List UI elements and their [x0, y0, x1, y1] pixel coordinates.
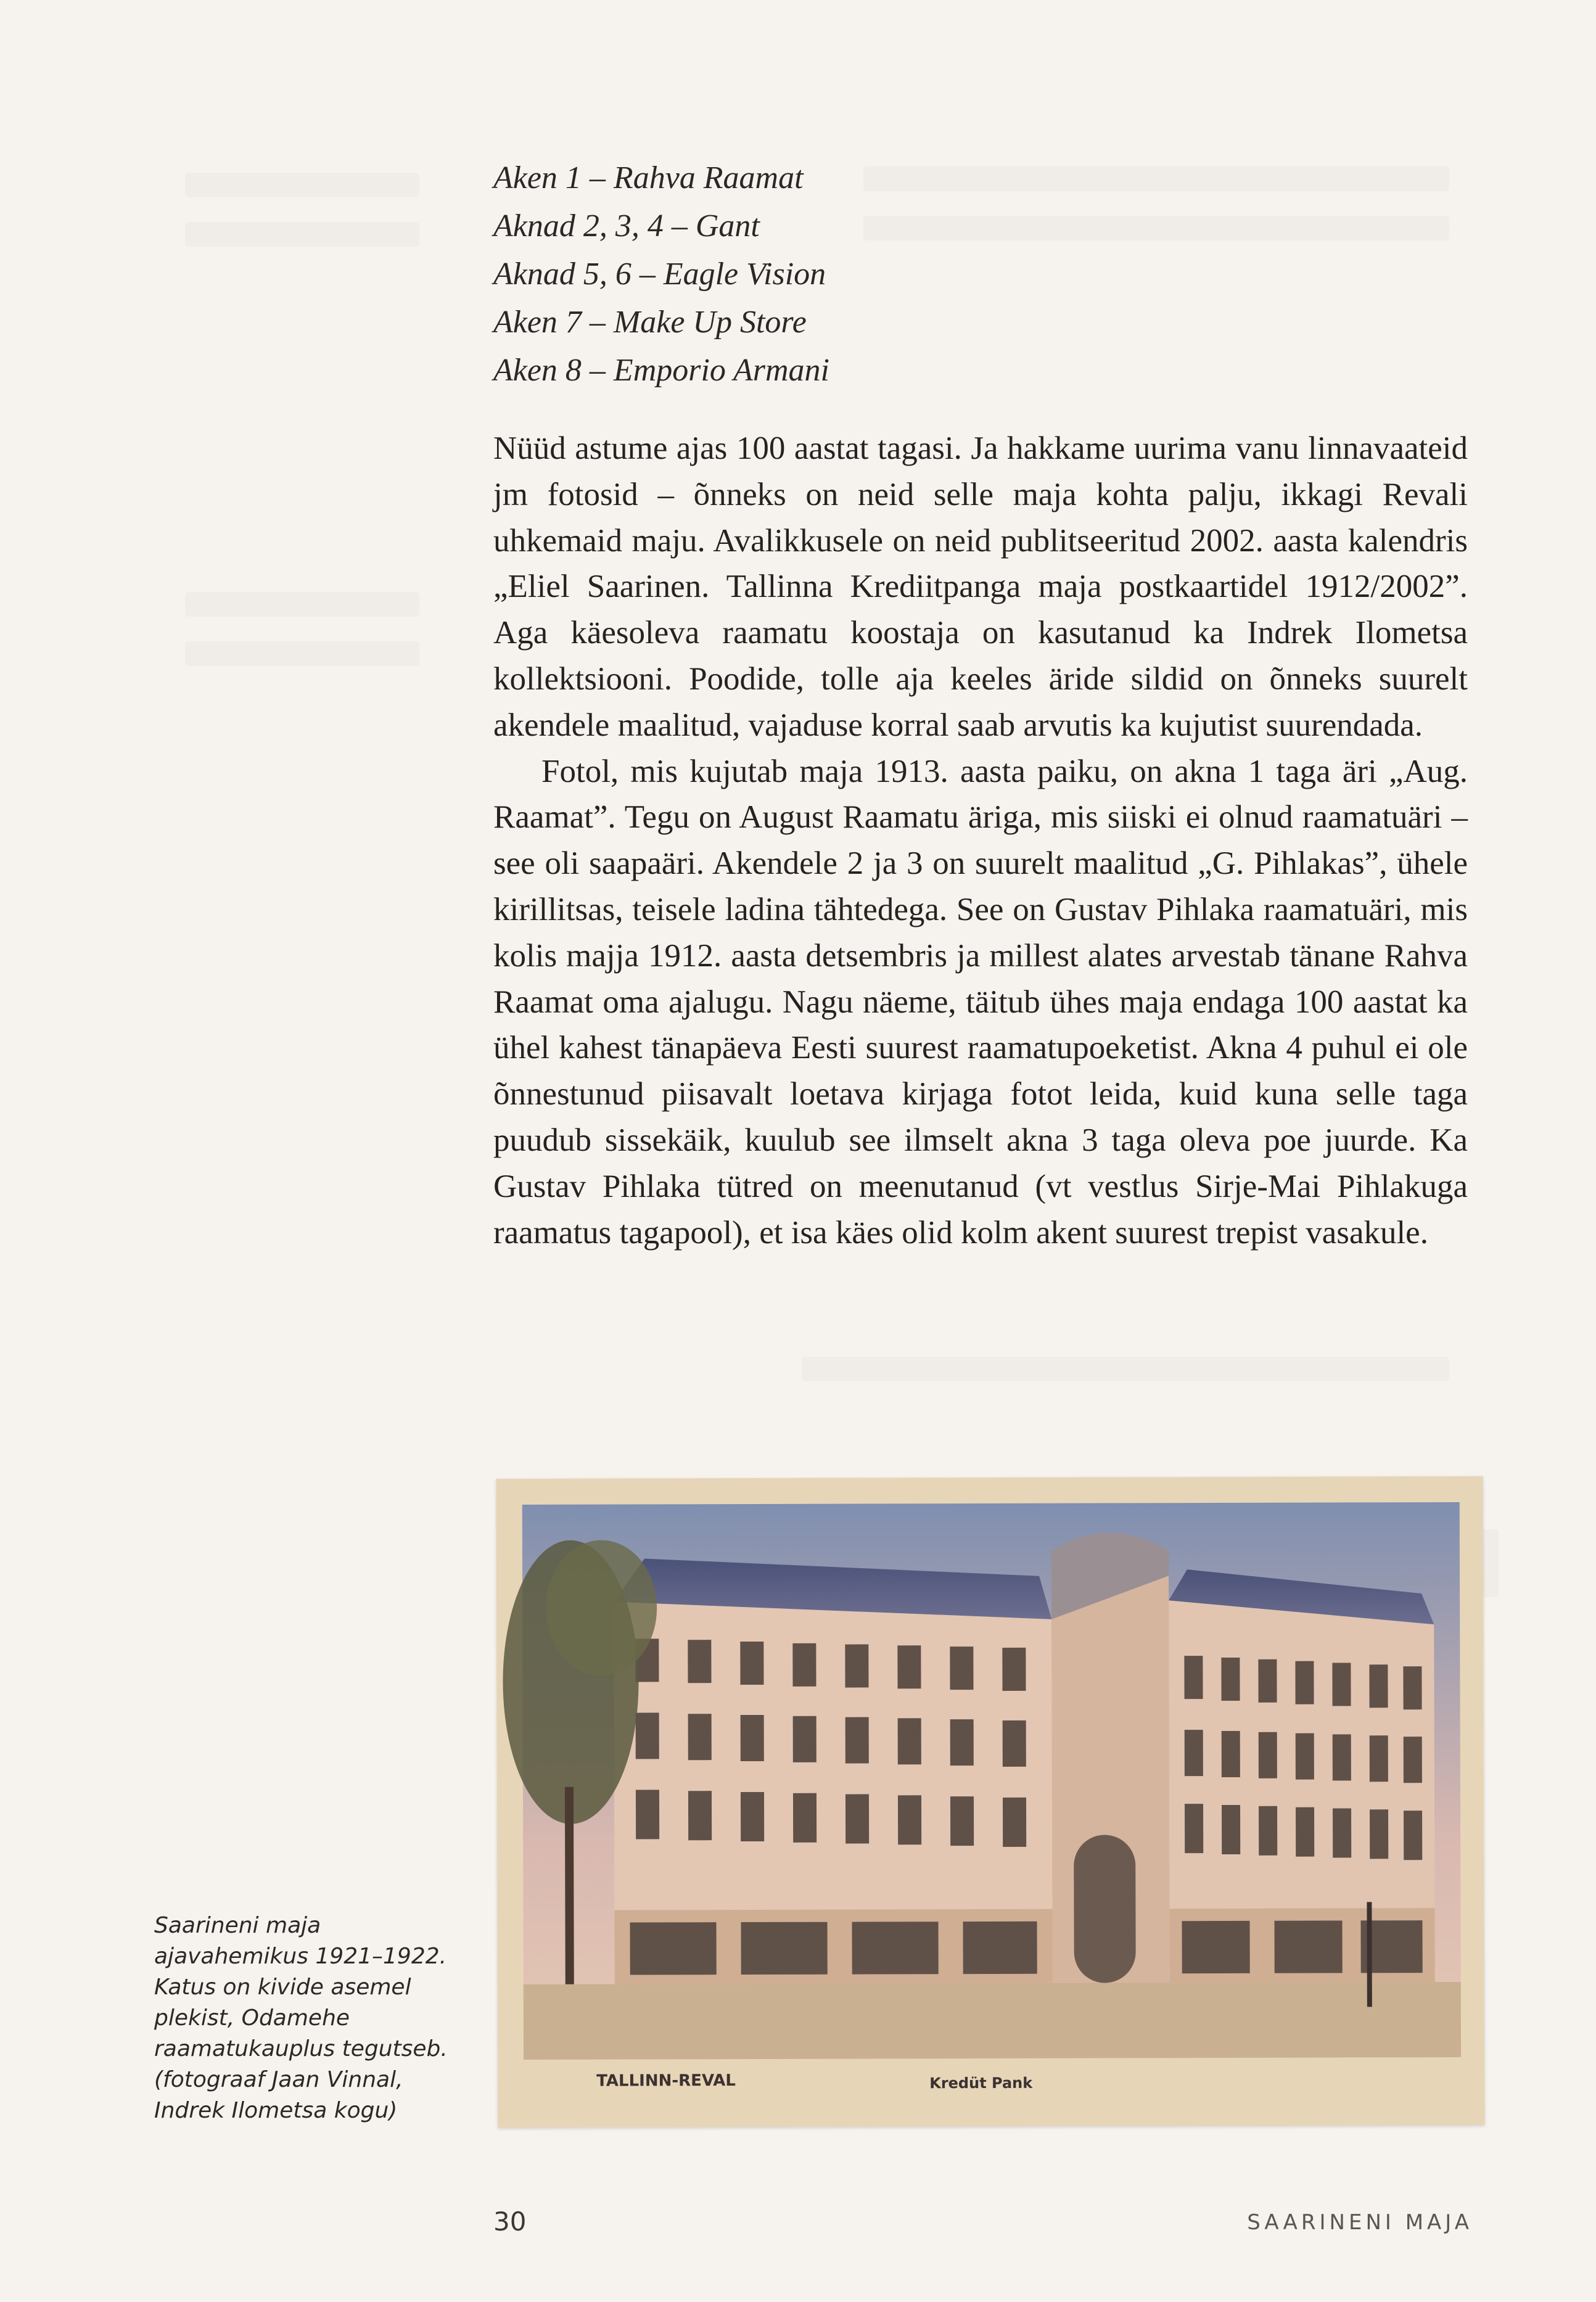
bleed-through	[185, 592, 419, 617]
window-list-item: Aken 8 – Emporio Armani	[493, 353, 829, 388]
postcard-label-left: TALLINN-REVAL	[596, 2071, 736, 2090]
bleed-through	[185, 173, 419, 197]
bleed-through	[802, 1357, 1449, 1381]
window-list-item: Aken 1 – Rahva Raamat	[493, 160, 804, 195]
paragraph: Fotol, mis kujutab maja 1913. aasta paiku, on akna 1 taga äri „Aug. Raamat”. Tegu on August Raamatu äriga, mis siiski ei olnud raamatuäri – see oli saapaäri. Akendele 2 ja 3 on suurelt maalitud „G. Pihlakas”, ühele kirillitsas, teisele ladina tähtedega. See on Gustav Pihlaka raamatuäri, mis kolis majja 1912. aasta detsembris ja millest alates arvestab tänane Rahva Raamat oma ajalugu. Nagu näeme, täitub ühes maja endaga 100 aastat ka ühel kahest tänapäeva Eesti suurest raamatupoeketist. Akna 4 puhul ei ole õnnestunud piisavalt loetava kirjaga fotot leida, kuid kuna selle taga puudub sissekäik, kuulub see ilmselt akna 3 taga oleva poe juurde. Ka Gustav Pihlaka tütred on meenutanud (vt vestlus Sirje-Mai Pihlakuga raamatus tagapool), et isa käes olid kolm akent suurest trepist vasakule.	[493, 753, 1468, 1251]
postcard-photo	[496, 1476, 1485, 2127]
window-list-item: Aknad 2, 3, 4 – Gant	[493, 208, 760, 244]
window-list	[493, 154, 1480, 395]
bleed-through	[185, 641, 419, 666]
page-number: 30	[493, 2206, 527, 2237]
window-list-item: Aknad 5, 6 – Eagle Vision	[493, 257, 826, 292]
photo-caption: Saarineni maja ajavahemikus 1921–1922. Katus on kivide asemel plekist, Odamehe raamatukauplus tegutseb. (fotograaf Jaan Vinnal, Indrek Ilometsa kogu)	[154, 1913, 448, 2123]
bleed-through	[185, 222, 419, 247]
window-list-item: Aken 7 – Make Up Store	[493, 305, 807, 340]
body-text	[493, 425, 1468, 1256]
building-illustration	[496, 1476, 1485, 2127]
running-title: SAARINENI MAJA	[1247, 2210, 1473, 2235]
paragraph: Nüüd astume ajas 100 aastat tagasi. Ja hakkame uurima vanu linnavaateid jm fotosid – õnneks on neid selle maja kohta palju, ikkagi Revali uhkemaid maju. Avalikkusele on neid publitseeritud 2002. aasta kalendris „Eliel Saarinen. Tallinna Krediitpanga maja postkaartidel 1912/2002”. Aga käesoleva raamatu koostaja on kasutanud ka Indrek Ilometsa kollektsiooni. Poodide, tolle aja keeles äride sildid on õnneks suurelt akendele maalitud, vajaduse korral saab arvutis ka kujutist suurendada.	[493, 430, 1468, 743]
postcard-label-right: Kredüt Pank	[929, 2074, 1033, 2092]
